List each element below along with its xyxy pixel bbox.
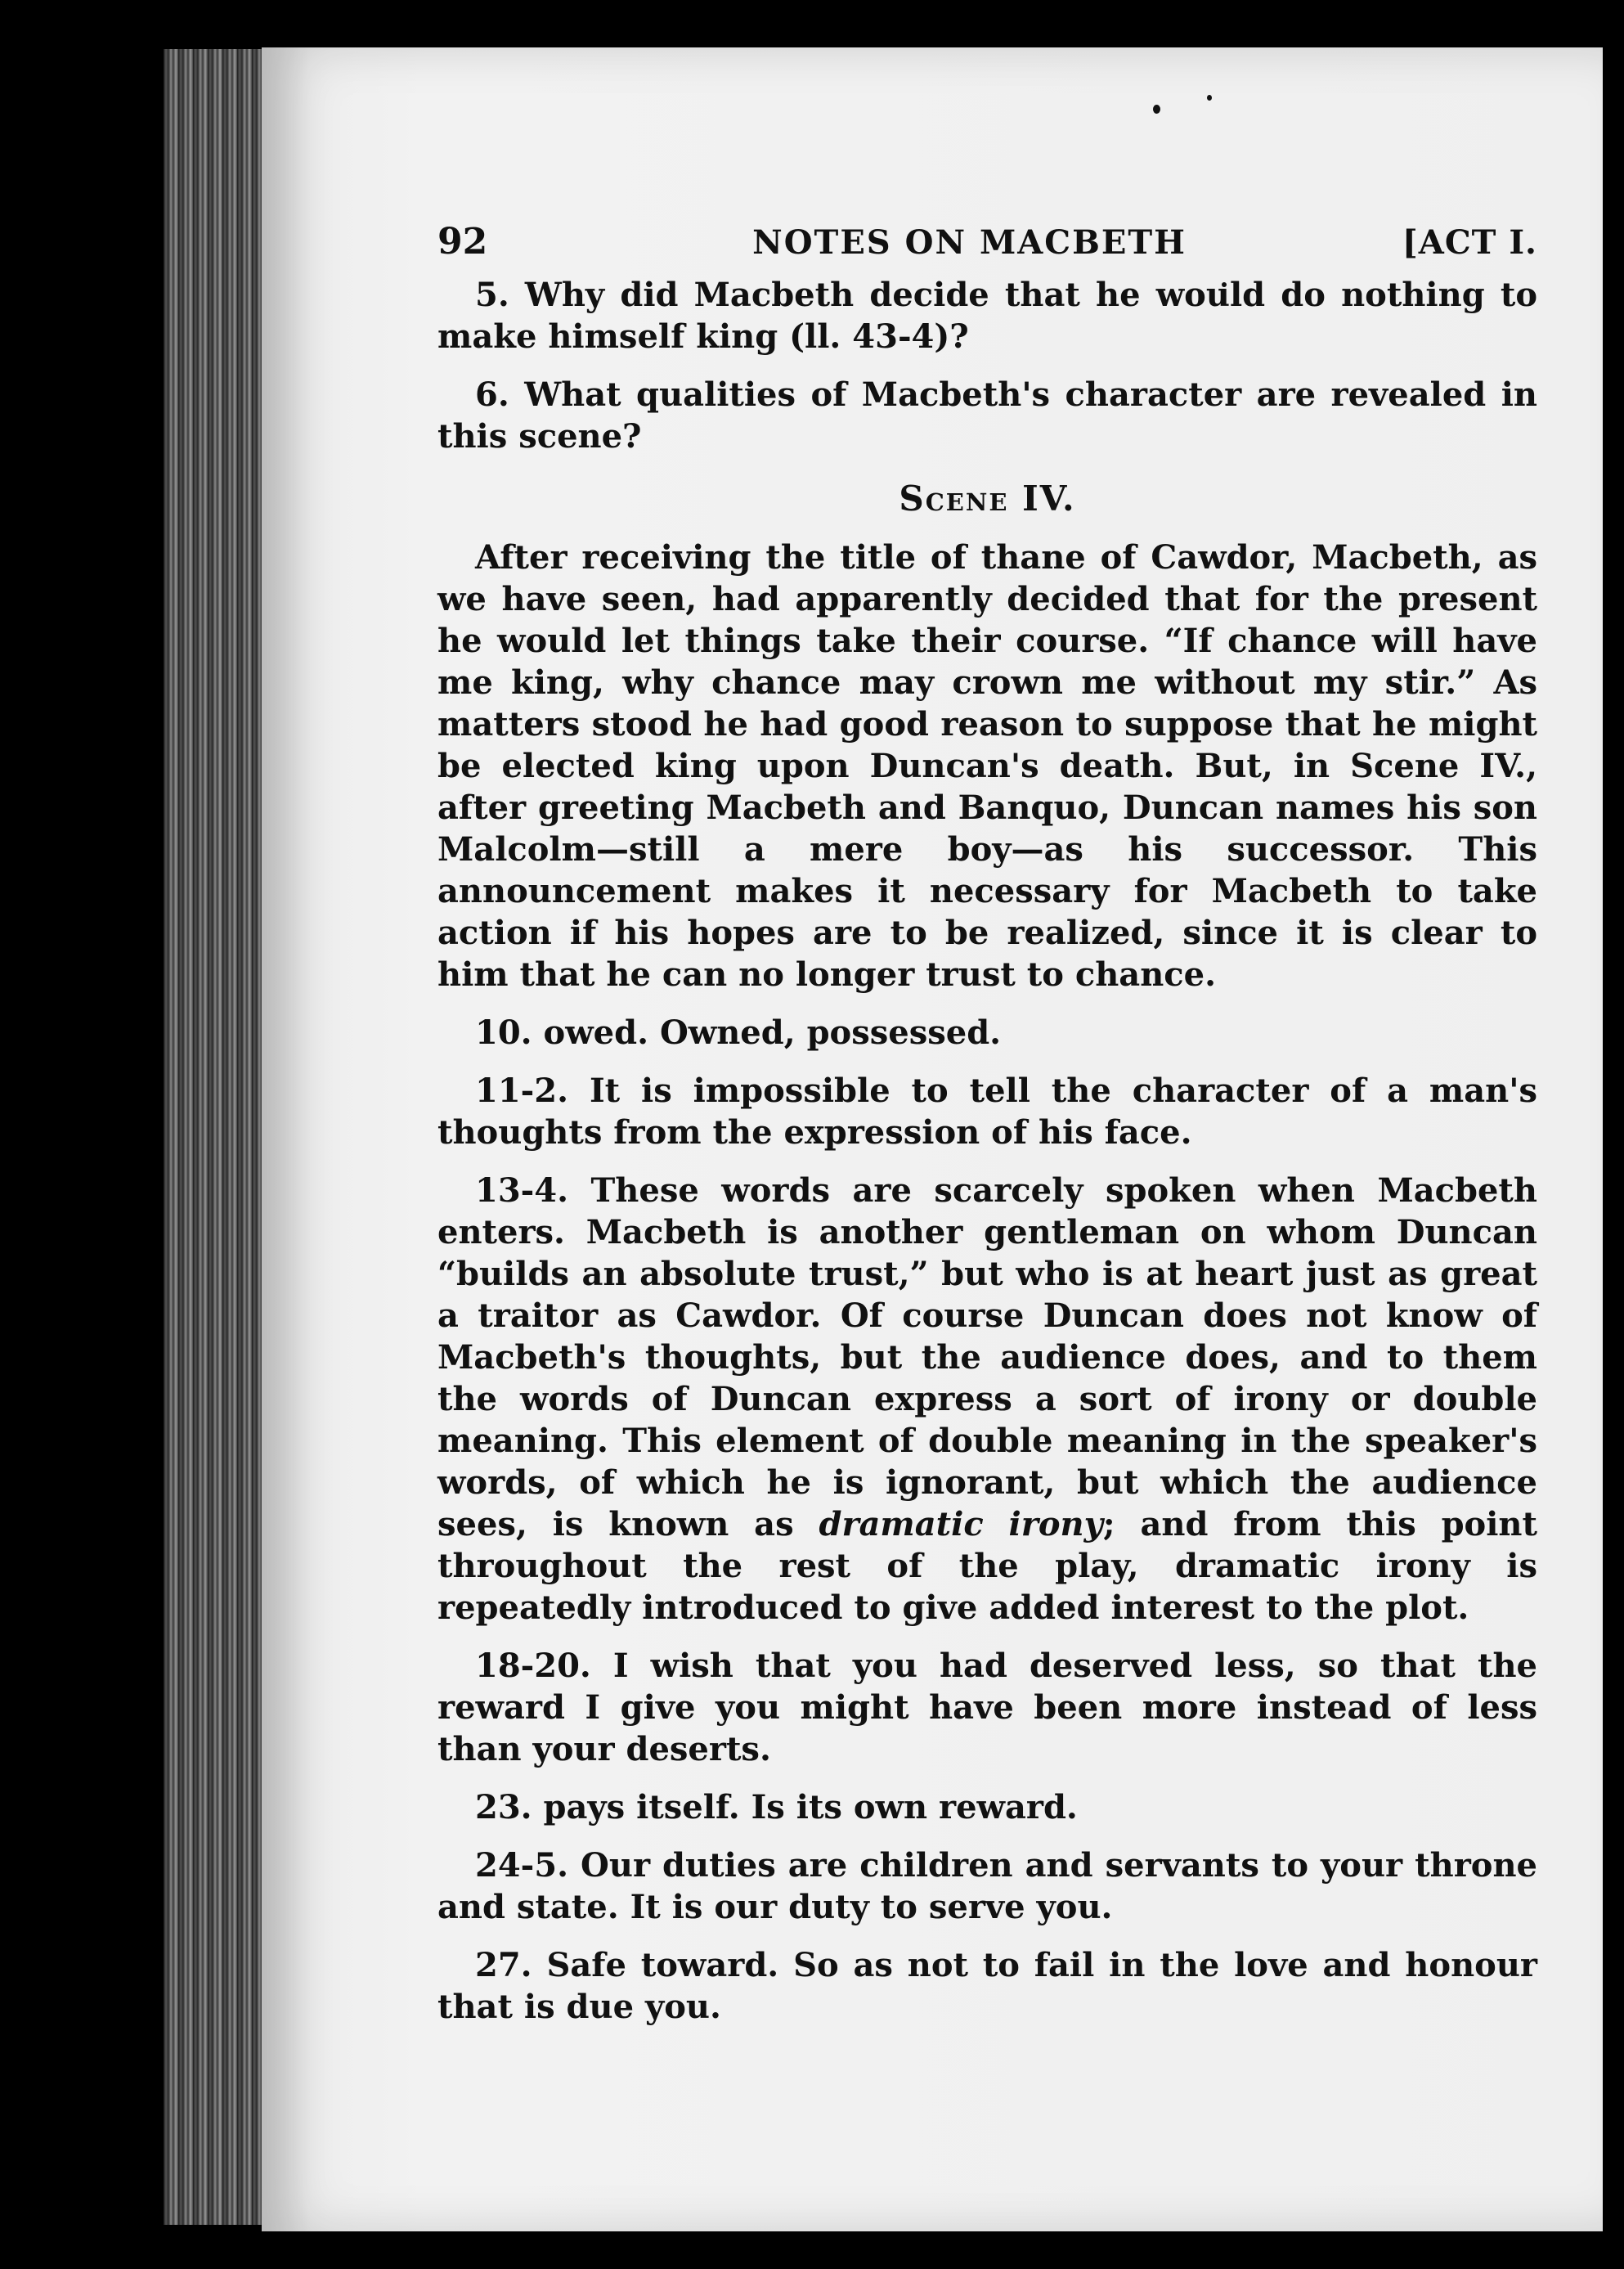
note-ref: 11-2. bbox=[475, 1072, 569, 1110]
note-ref: 10. bbox=[475, 1013, 532, 1052]
note-text: Our duties are children and servants to your throne and state. It is our duty to serve you. bbox=[437, 1846, 1537, 1926]
note-18-20 bbox=[437, 1645, 1537, 1770]
note-term: owed. bbox=[543, 1013, 648, 1052]
note-text: Owned, possessed. bbox=[659, 1013, 1002, 1052]
page-content bbox=[437, 221, 1537, 2044]
note-text-before: These words are scarcely spoken when Macbeth enters. Macbeth is another gentleman on whom Duncan “builds an absolute trust,” but who is at heart just as great a traitor as Cawdor. Of course Duncan does not know of Macbeth's thoughts, but the audience does, and to them the words of Duncan express a sort of irony or double meaning. This element of double meaning in the speaker's words, of which he is ignorant, but which the audience sees, is known as bbox=[437, 1171, 1537, 1543]
note-emphasis: dramatic irony bbox=[819, 1505, 1103, 1543]
note-text-after: ; and from this point throughout the rest of the play, dramatic irony is repeatedly introduced to give added interest to the plot. bbox=[437, 1505, 1537, 1627]
act-label: [ACT I. bbox=[1402, 223, 1537, 262]
scene-heading: Scene IV. bbox=[899, 479, 1076, 519]
note-23 bbox=[437, 1786, 1537, 1828]
intro-paragraph: After receiving the title of thane of Cawdor, Macbeth, as we have seen, had apparently decided that for the present he would let things take their course. “If chance will have me king, why chance may crown me without my stir.” As matters stood he had good reason to suppose that he might be elected king upon Duncan's death. But, in Scene IV., after greeting Macbeth and Banquo, Duncan names his son Malcolm—still a mere boy—as his successor. This announcement makes it necessary for Macbeth to take action if his hopes are to be realized, since it is clear to him that he can no longer trust to chance. bbox=[437, 538, 1537, 994]
question-6: 6. What qualities of Macbeth's character are revealed in this scene? bbox=[437, 375, 1537, 456]
note-text: It is impossible to tell the character of a man's thoughts from the expression of his face. bbox=[437, 1072, 1537, 1152]
question-5: 5. Why did Macbeth decide that he would do nothing to make himself king (ll. 43-4)? bbox=[437, 276, 1537, 356]
note-term: pays itself. bbox=[543, 1788, 740, 1826]
note-text: I wish that you had deserved less, so that the reward I give you might have been more instead of less than your deserts. bbox=[437, 1647, 1537, 1768]
note-10 bbox=[437, 1012, 1537, 1054]
running-title: NOTES ON MACBETH bbox=[752, 223, 1187, 262]
note-ref: 24-5. bbox=[475, 1846, 569, 1885]
note-term: Safe toward. bbox=[546, 1946, 779, 1984]
note-text: So as not to fail in the love and honour that is due you. bbox=[437, 1946, 1537, 2026]
note-text: Is its own reward. bbox=[751, 1788, 1078, 1826]
note-ref: 27. bbox=[475, 1946, 532, 1984]
note-24-5 bbox=[437, 1844, 1537, 1928]
note-11-2 bbox=[437, 1070, 1537, 1153]
note-ref: 23. bbox=[475, 1788, 532, 1826]
page-number: 92 bbox=[437, 221, 488, 263]
note-13-4 bbox=[437, 1170, 1537, 1629]
note-ref: 18-20. bbox=[475, 1647, 591, 1685]
note-27 bbox=[437, 1944, 1537, 2028]
running-header bbox=[437, 221, 1537, 263]
note-ref: 13-4. bbox=[475, 1171, 569, 1210]
